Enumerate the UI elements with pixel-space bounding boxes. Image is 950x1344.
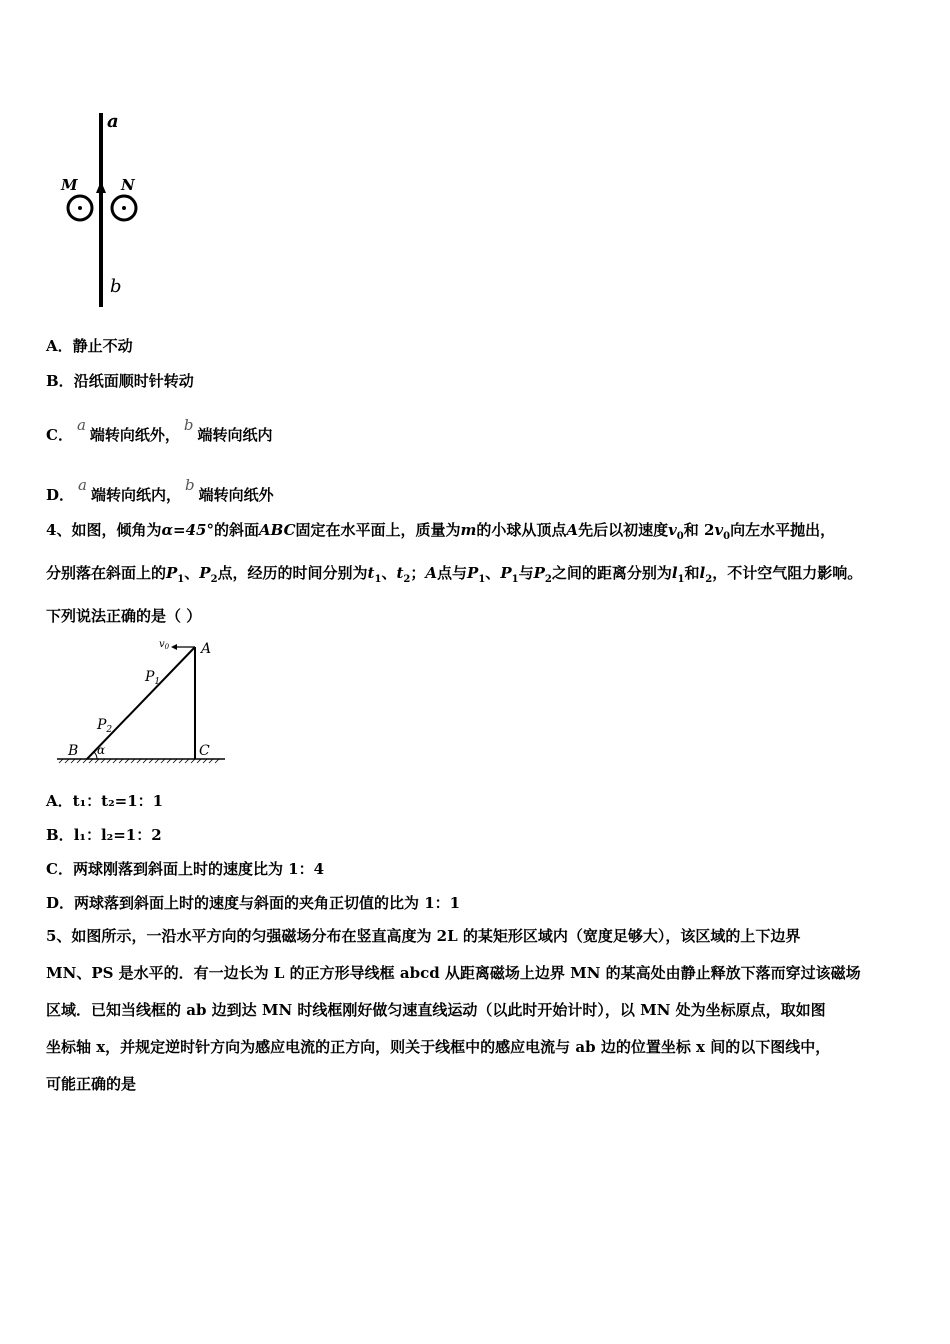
q4-line-1: 4、如图，倾角为α=45°的斜面ABC固定在水平面上，质量为m的小球从顶点A先后以初速度$v_0$和 $2v_0$向左水平抛出， xyxy=(46,521,836,542)
option-text: 沿纸面顺时针转动 xyxy=(73,372,194,390)
q4-option-d xyxy=(46,892,460,913)
q3-option-a xyxy=(46,335,133,356)
option-text: 两球落到斜面上时的速度与斜面的夹角正切值的比为 1：1 xyxy=(74,894,461,912)
q5-line-3: 区域．已知当线框的 ab 边到达 MN 时线框刚好做匀速直线运动（以此时开始计时），以 MN 处为坐标原点，取如图 xyxy=(46,1001,826,1019)
option-text: 静止不动 xyxy=(72,337,133,355)
var-b: b xyxy=(183,416,194,434)
q4-option-b xyxy=(46,824,162,845)
velocity-arrowhead xyxy=(171,644,177,650)
option-text: 两球刚落到斜面上时的速度比为 1：4 xyxy=(72,860,325,878)
option-text: l₁：l₂=1：2 xyxy=(73,826,162,844)
option-prefix: D． xyxy=(46,486,75,504)
question-5 xyxy=(46,918,916,1103)
q5-line-5: 可能正确的是 xyxy=(46,1075,137,1093)
option-text: 端转向纸外 xyxy=(198,486,274,504)
current-arrow xyxy=(96,181,106,193)
q4-line-2: 分别落在斜面上的$P_1$、$P_2$点，经历的时间分别为$t_1$、$t_2$；A点与$P_1$、$P_1$与$P_2$之间的距离分别为$l_1$和$l_2$，不计空气阻力影响。 xyxy=(46,564,863,585)
label-v0: $v_0$ xyxy=(159,639,170,651)
question-4 xyxy=(46,512,916,635)
circle-M-dot xyxy=(78,206,82,210)
q5-line-1: 5、如图所示，一沿水平方向的匀强磁场分布在竖直高度为 2L 的某矩形区域内（宽度足够大），该区域的上下边界 xyxy=(46,927,801,945)
q4-option-c xyxy=(46,858,324,879)
q4-line-3: 下列说法正确的是（ ） xyxy=(46,607,202,625)
q3-option-d xyxy=(46,476,274,505)
q5-line-4: 坐标轴 x，并规定逆时针方向为感应电流的正方向，则关于线框中的感应电流与 ab 边的位置坐标 x 间的以下图线中， xyxy=(46,1038,831,1056)
q3-option-b xyxy=(46,370,194,391)
label-a: a xyxy=(107,111,119,132)
option-prefix: C． xyxy=(46,860,73,878)
label-A: A xyxy=(201,641,212,657)
var-b: b xyxy=(184,476,195,494)
label-b: b xyxy=(110,276,122,297)
option-prefix: B． xyxy=(46,372,74,390)
q3-option-c xyxy=(46,416,273,445)
label-P1: $P_1$ xyxy=(145,669,161,687)
option-text: t₁：t₂=1：1 xyxy=(72,792,164,810)
label-M: M xyxy=(61,176,78,194)
label-N: N xyxy=(121,176,135,194)
option-text: 端转向纸内， xyxy=(90,486,181,504)
var-a: a xyxy=(76,416,86,434)
option-prefix: B． xyxy=(46,826,74,844)
option-prefix: D． xyxy=(46,894,75,912)
label-C: C xyxy=(199,743,210,759)
label-B: B xyxy=(68,743,79,759)
figure-incline xyxy=(55,635,230,770)
option-prefix: A． xyxy=(46,792,73,810)
var-a: a xyxy=(78,476,87,494)
label-alpha: α xyxy=(97,743,106,757)
option-text: 端转向纸内 xyxy=(197,426,273,444)
option-prefix: A． xyxy=(46,337,73,355)
option-text: 端转向纸外， xyxy=(89,426,180,444)
q4-option-a xyxy=(46,790,163,811)
label-P2: $P_2$ xyxy=(97,717,113,735)
option-prefix: C． xyxy=(46,426,73,444)
figure-wire-ab xyxy=(55,105,165,315)
q5-line-2: MN、PS 是水平的．有一边长为 L 的正方形导线框 abcd 从距离磁场上边界 MN 的某高处由静止释放下落而穿过该磁场 xyxy=(46,964,861,982)
circle-N-dot xyxy=(122,206,126,210)
